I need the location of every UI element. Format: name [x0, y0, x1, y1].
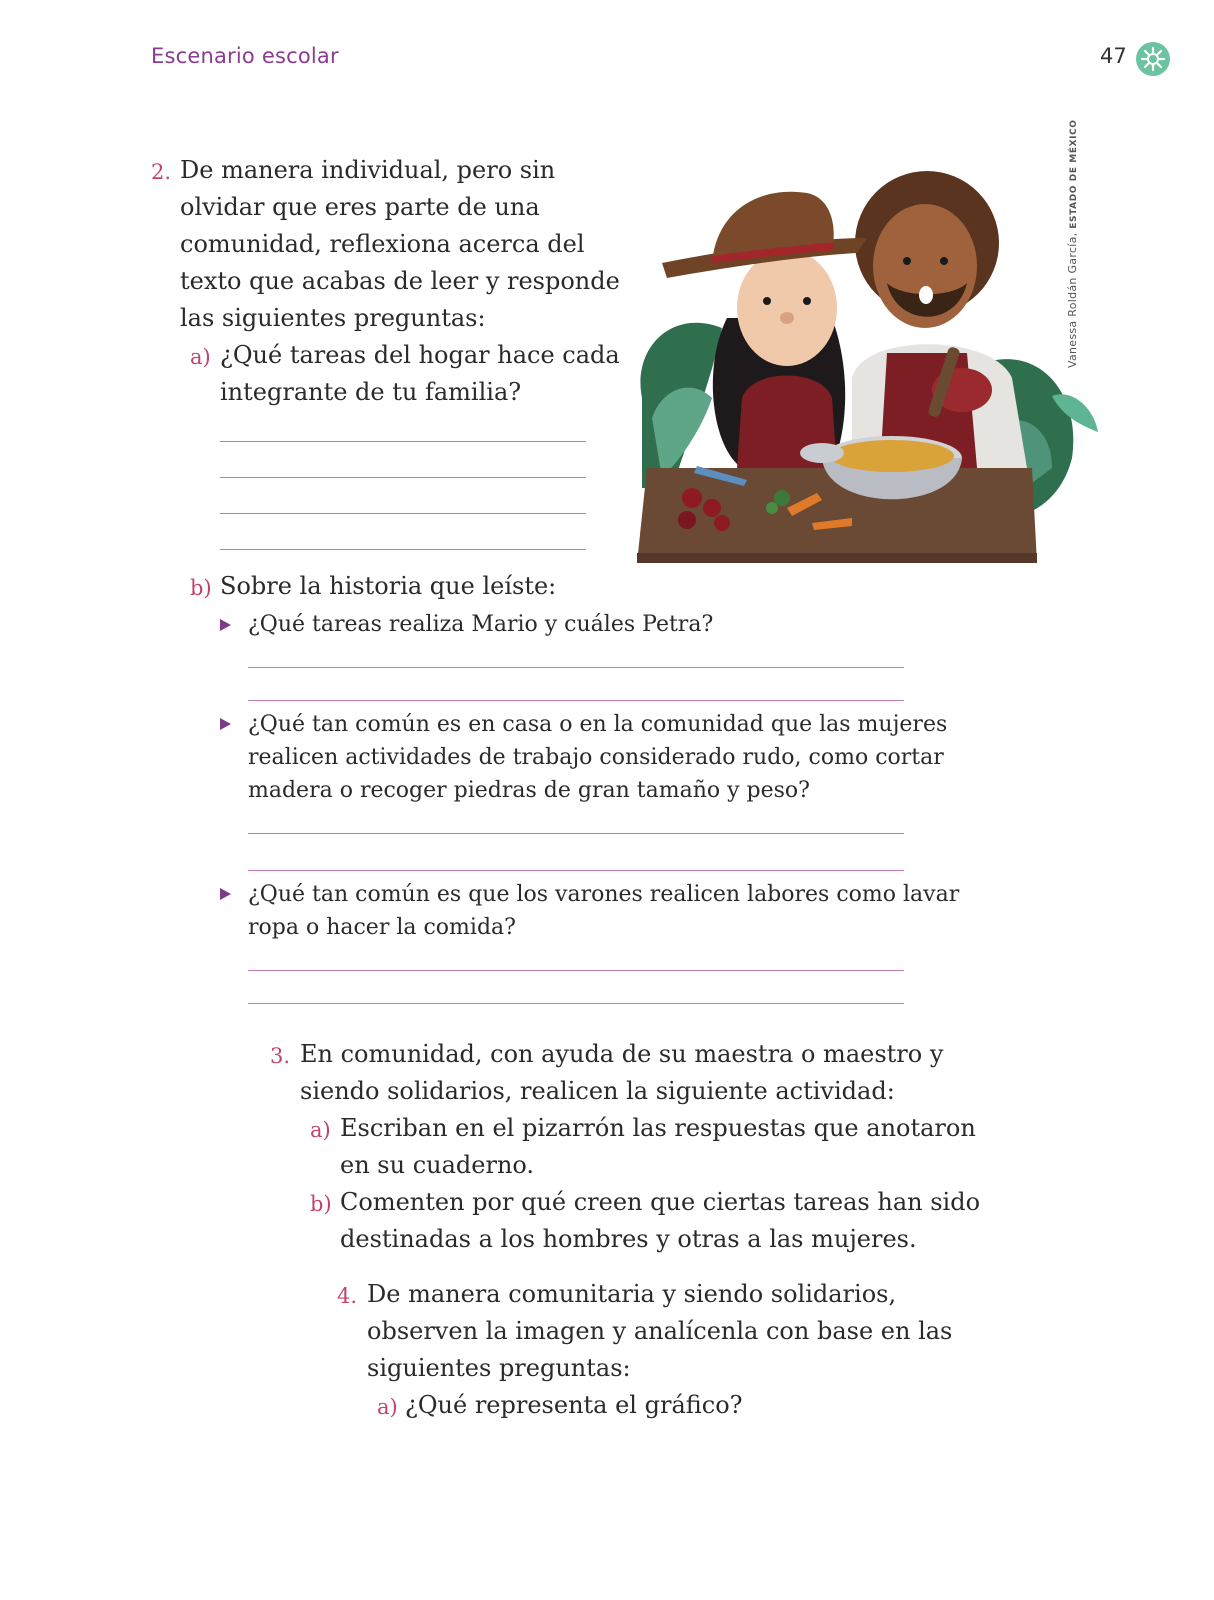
q2b-bullet3-line-1: ¿Qué tan común es que los varones realicen labores como lavar: [248, 882, 960, 907]
q2b-bullet2-line-2: realicen actividades de trabajo considerado rudo, como cortar: [248, 745, 944, 770]
q2b-bullet2-line-3: madera o recoger piedras de gran tamaño y peso?: [248, 778, 810, 803]
answer-line[interactable]: [220, 549, 586, 550]
q2-line-3: comunidad, reflexiona acerca del: [180, 230, 585, 258]
q3a-line-2: en su cuaderno.: [340, 1151, 535, 1179]
q2-line-4: texto que acabas de leer y responde: [180, 267, 620, 295]
page-badge-icon: [1135, 41, 1171, 77]
header-title: Escenario escolar: [151, 44, 339, 68]
page-number: 47: [1100, 44, 1127, 68]
q2b-text: Sobre la historia que leíste:: [220, 572, 557, 600]
credit-author: Vanessa Roldán García,: [1066, 228, 1079, 368]
q3-line-2: siendo solidarios, realicen la siguiente actividad:: [300, 1077, 895, 1105]
answer-line[interactable]: [220, 513, 586, 514]
answer-line[interactable]: [248, 667, 904, 668]
answer-line[interactable]: [248, 833, 904, 834]
q2b-bullet1-line-1: ¿Qué tareas realiza Mario y cuáles Petra?: [248, 612, 714, 637]
q4-line-1: De manera comunitaria y siendo solidarios,: [367, 1280, 897, 1308]
q2-line-1: De manera individual, pero sin: [180, 156, 556, 184]
q3b-line-1: Comenten por qué creen que ciertas tareas han sido: [340, 1188, 981, 1216]
q2a-label: a): [190, 345, 211, 369]
q2-number: 2.: [151, 160, 172, 184]
q4a-label: a): [377, 1395, 398, 1419]
q3b-line-2: destinadas a los hombres y otras a las mujeres.: [340, 1225, 917, 1253]
q4a-text: ¿Qué representa el gráfico?: [405, 1391, 743, 1419]
q2b-label: b): [190, 576, 212, 600]
q3-line-1: En comunidad, con ayuda de su maestra o maestro y: [300, 1040, 944, 1068]
q3a-label: a): [310, 1118, 331, 1142]
q3a-line-1: Escriban en el pizarrón las respuestas que anotaron: [340, 1114, 976, 1142]
cooking-illustration: [632, 168, 1102, 578]
bullet-icon: [220, 718, 231, 730]
q2b-bullet2-line-1: ¿Qué tan común es en casa o en la comunidad que las mujeres: [248, 712, 948, 737]
answer-line[interactable]: [248, 970, 904, 971]
bullet-icon: [220, 888, 231, 900]
q4-line-3: siguientes preguntas:: [367, 1354, 631, 1382]
q2-line-5: las siguientes preguntas:: [180, 304, 486, 332]
answer-line[interactable]: [248, 700, 904, 701]
credit-state: ESTADO DE MÉXICO: [1069, 119, 1079, 229]
q2a-line-2: integrante de tu familia?: [220, 378, 522, 406]
answer-line[interactable]: [248, 870, 904, 871]
bullet-icon: [220, 619, 231, 631]
q2b-bullet3-line-2: ropa o hacer la comida?: [248, 915, 516, 940]
q4-line-2: observen la imagen y analícenla con base en las: [367, 1317, 953, 1345]
answer-line[interactable]: [248, 1003, 904, 1004]
q3-number: 3.: [270, 1044, 291, 1068]
answer-line[interactable]: [220, 441, 586, 442]
q2-line-2: olvidar que eres parte de una: [180, 193, 540, 221]
answer-line[interactable]: [220, 477, 586, 478]
q3b-label: b): [310, 1192, 332, 1216]
q2a-line-1: ¿Qué tareas del hogar hace cada: [220, 341, 620, 369]
q4-number: 4.: [337, 1284, 358, 1308]
